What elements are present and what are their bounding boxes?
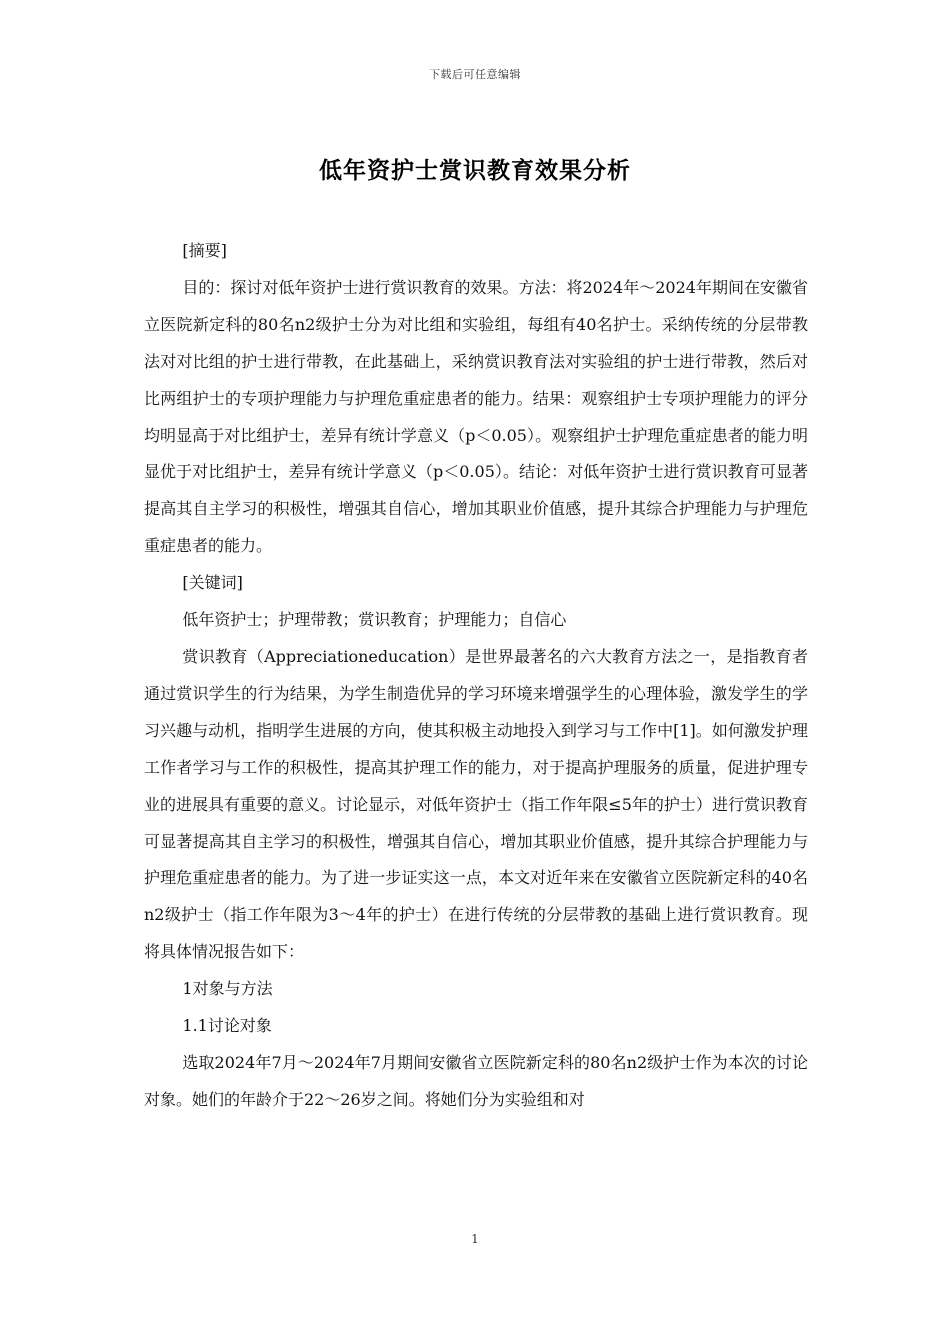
intro-paragraph: 赏识教育（Appreciationeducation）是世界最著名的六大教育方法之一，是指教育者通过赏识学生的行为结果，为学生制造优异的学习环境来增强学生的心理体验，激发学生的学习兴趣与动机，指明学生进展的方向，使其积极主动地投入到学习与工作中[1]。如何激发护理工作者学习与工作的积极性，提高其护理工作的能力，对于提高护理服务的质量，促进护理专业的进展具有重要的意义。讨论显示，对低年资护士（指工作年限≤5年的护士）进行赏识教育可显著提高其自主学习的积极性，增强其自信心，增加其职业价值感，提升其综合护理能力与护理危重症患者的能力。为了进一步证实这一点，本文对近年来在安徽省立医院新定科的40名n2级护士（指工作年限为3～4年的护士）在进行传统的分层带教的基础上进行赏识教育。现将具体情况报告如下： — [144, 646, 808, 962]
page-number: 1 — [471, 1232, 479, 1246]
keywords-label: [关键词] — [182, 573, 243, 593]
document-body — [144, 233, 808, 1119]
subjects-paragraph: 选取2024年7月～2024年7月期间安徽省立医院新定科的80名n2级护士作为本次的讨论对象。她们的年龄介于22～26岁之间。将她们分为实验组和对 — [144, 1052, 808, 1109]
keywords-paragraph: 低年资护士；护理带教；赏识教育；护理能力；自信心 — [182, 610, 567, 630]
document-title: 低年资护士赏识教育效果分析 — [319, 157, 631, 184]
page-header: 下载后可任意编辑 — [429, 68, 521, 81]
subsection-heading: 1.1讨论对象 — [182, 1016, 272, 1036]
abstract-paragraph: 目的：探讨对低年资护士进行赏识教育的效果。方法：将2024年～2024年期间在安徽省立医院新定科的80名n2级护士分为对比组和实验组，每组有40名护士。采纳传统的分层带教法对对比组的护士进行带教，在此基础上，采纳赏识教育法对实验组的护士进行带教，然后对比两组护士的专项护理能力与护理危重症患者的能力。结果：观察组护士专项护理能力的评分均明显高于对比组护士，差异有统计学意义（p＜0.05）。观察组护士护理危重症患者的能力明显优于对比组护士，差异有统计学意义（p＜0.05）。结论：对低年资护士进行赏识教育可显著提高其自主学习的积极性，增强其自信心，增加其职业价值感，提升其综合护理能力与护理危重症患者的能力。 — [144, 277, 808, 556]
section-heading: 1对象与方法 — [182, 979, 273, 999]
abstract-label: [摘要] — [182, 241, 227, 260]
